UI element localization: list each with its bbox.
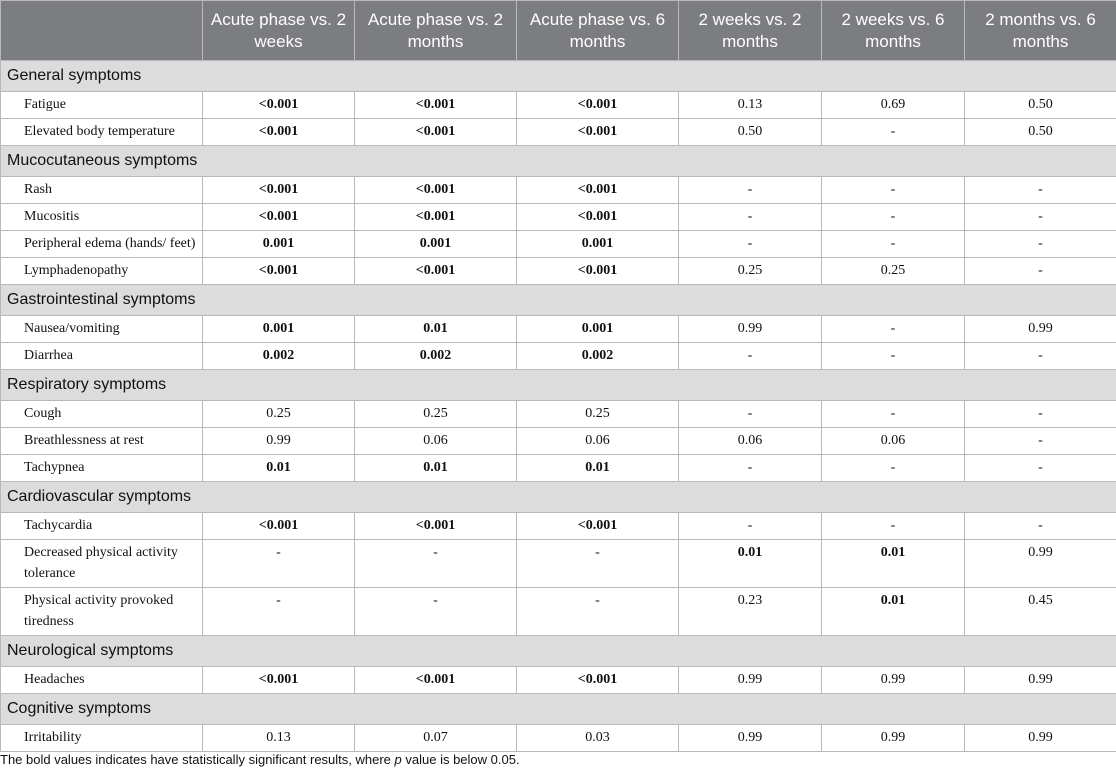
p-value-cell: 0.99: [965, 725, 1116, 752]
p-value-cell: <0.001: [355, 204, 517, 231]
p-value-cell: -: [517, 540, 679, 588]
header-empty: [1, 1, 203, 61]
p-value-cell: <0.001: [355, 513, 517, 540]
table-row: [1, 204, 1116, 231]
p-value-cell: 0.99: [965, 540, 1116, 588]
p-value-cell: 0.002: [203, 343, 355, 370]
symptom-label: Decreased physical activity tolerance: [1, 540, 203, 588]
p-value-cell: 0.50: [679, 119, 822, 146]
p-value-cell: -: [822, 316, 965, 343]
p-value-cell: -: [679, 204, 822, 231]
p-value-cell: 0.03: [517, 725, 679, 752]
table-row: [1, 540, 1116, 588]
symptom-label: Physical activity provoked tiredness: [1, 588, 203, 636]
header-acute-vs-6-months: Acute phase vs. 6 months: [517, 1, 679, 61]
p-value-cell: <0.001: [355, 667, 517, 694]
footnote: [0, 752, 520, 767]
p-value-cell: 0.01: [822, 588, 965, 636]
p-value-cell: 0.99: [822, 725, 965, 752]
p-value-cell: -: [679, 401, 822, 428]
p-value-cell: 0.01: [517, 455, 679, 482]
p-value-cell: -: [965, 428, 1116, 455]
table-row: [1, 588, 1116, 636]
symptom-label: Nausea/vomiting: [1, 316, 203, 343]
p-value-cell: 0.07: [355, 725, 517, 752]
p-value-cell: -: [965, 343, 1116, 370]
p-value-cell: <0.001: [355, 92, 517, 119]
section-title: Cardiovascular symptoms: [1, 482, 1116, 513]
table-row: [1, 667, 1116, 694]
p-value-cell: -: [822, 513, 965, 540]
p-value-cell: -: [822, 204, 965, 231]
footnote-text-end: value is below 0.05.: [401, 752, 520, 767]
p-value-cell: 0.99: [965, 667, 1116, 694]
p-value-cell: 0.99: [679, 667, 822, 694]
p-value-cell: <0.001: [355, 258, 517, 285]
p-value-cell: -: [679, 177, 822, 204]
p-value-cell: -: [965, 513, 1116, 540]
symptom-label: Irritability: [1, 725, 203, 752]
p-value-cell: -: [965, 455, 1116, 482]
section-title: Cognitive symptoms: [1, 694, 1116, 725]
p-value-cell: -: [822, 343, 965, 370]
table-row: [1, 92, 1116, 119]
symptom-label: Rash: [1, 177, 203, 204]
p-value-cell: -: [822, 231, 965, 258]
section-row: [1, 482, 1116, 513]
p-value-cell: -: [355, 540, 517, 588]
table-row: [1, 231, 1116, 258]
p-value-cell: <0.001: [203, 204, 355, 231]
p-value-cell: 0.001: [203, 231, 355, 258]
section-row: [1, 694, 1116, 725]
p-value-cell: -: [965, 258, 1116, 285]
symptom-label: Fatigue: [1, 92, 203, 119]
p-value-cell: 0.45: [965, 588, 1116, 636]
p-value-cell: 0.23: [679, 588, 822, 636]
p-value-cell: 0.25: [822, 258, 965, 285]
table-row: [1, 513, 1116, 540]
header-row: [1, 1, 1116, 61]
p-value-cell: <0.001: [517, 177, 679, 204]
p-value-cell: 0.99: [965, 316, 1116, 343]
p-value-cell: 0.01: [822, 540, 965, 588]
p-value-cell: -: [822, 119, 965, 146]
p-value-cell: 0.25: [355, 401, 517, 428]
p-value-cell: -: [355, 588, 517, 636]
table-row: [1, 725, 1116, 752]
p-value-cell: 0.99: [822, 667, 965, 694]
p-value-cell: 0.001: [203, 316, 355, 343]
p-value-cell: <0.001: [517, 119, 679, 146]
symptom-label: Tachypnea: [1, 455, 203, 482]
p-value-cell: 0.001: [355, 231, 517, 258]
header-2-months-vs-6-months: 2 months vs. 6 months: [965, 1, 1116, 61]
p-value-cell: <0.001: [203, 119, 355, 146]
symptom-label: Diarrhea: [1, 343, 203, 370]
table-row: [1, 401, 1116, 428]
section-row: [1, 636, 1116, 667]
p-value-cell: -: [203, 540, 355, 588]
section-title: Gastrointestinal symptoms: [1, 285, 1116, 316]
symptom-label: Headaches: [1, 667, 203, 694]
p-value-cell: 0.25: [679, 258, 822, 285]
table-row: [1, 428, 1116, 455]
table-row: [1, 316, 1116, 343]
p-value-cell: 0.25: [517, 401, 679, 428]
p-value-cell: 0.13: [679, 92, 822, 119]
p-value-cell: <0.001: [517, 92, 679, 119]
table-row: [1, 177, 1116, 204]
p-value-cell: -: [965, 231, 1116, 258]
p-value-cell: 0.002: [517, 343, 679, 370]
p-value-cell: <0.001: [517, 513, 679, 540]
p-value-cell: -: [679, 343, 822, 370]
p-value-cell: -: [679, 455, 822, 482]
p-value-cell: -: [965, 401, 1116, 428]
p-value-cell: -: [822, 177, 965, 204]
p-value-cell: <0.001: [517, 258, 679, 285]
p-value-cell: 0.01: [679, 540, 822, 588]
p-value-cell: <0.001: [355, 119, 517, 146]
p-value-cell: 0.50: [965, 119, 1116, 146]
symptom-label: Cough: [1, 401, 203, 428]
p-value-cell: <0.001: [203, 513, 355, 540]
p-value-cell: 0.50: [965, 92, 1116, 119]
symptom-label: Lymphadenopathy: [1, 258, 203, 285]
section-row: [1, 146, 1116, 177]
p-value-cell: 0.06: [355, 428, 517, 455]
p-value-cell: <0.001: [517, 667, 679, 694]
p-value-cell: 0.002: [355, 343, 517, 370]
p-value-cell: -: [203, 588, 355, 636]
header-acute-vs-2-weeks: Acute phase vs. 2 weeks: [203, 1, 355, 61]
p-value-cell: <0.001: [203, 667, 355, 694]
p-value-cell: 0.01: [355, 316, 517, 343]
p-value-cell: 0.99: [679, 316, 822, 343]
symptom-label: Breathlessness at rest: [1, 428, 203, 455]
section-title: Mucocutaneous symptoms: [1, 146, 1116, 177]
p-value-cell: 0.01: [355, 455, 517, 482]
p-value-cell: -: [679, 231, 822, 258]
section-row: [1, 370, 1116, 401]
p-value-cell: -: [822, 401, 965, 428]
footnote-p: p: [394, 752, 402, 767]
p-value-cell: 0.06: [517, 428, 679, 455]
p-value-cell: 0.99: [203, 428, 355, 455]
symptom-label: Peripheral edema (hands/ feet): [1, 231, 203, 258]
p-value-cell: <0.001: [203, 177, 355, 204]
header-2-weeks-vs-2-months: 2 weeks vs. 2 months: [679, 1, 822, 61]
p-value-cell: 0.13: [203, 725, 355, 752]
p-value-cell: 0.69: [822, 92, 965, 119]
symptom-label: Tachycardia: [1, 513, 203, 540]
footnote-text: The bold values indicates have statistically significant results, where: [0, 752, 395, 767]
p-value-cell: <0.001: [355, 177, 517, 204]
table-row: [1, 343, 1116, 370]
section-title: Respiratory symptoms: [1, 370, 1116, 401]
symptom-label: Mucositis: [1, 204, 203, 231]
p-value-cell: 0.001: [517, 231, 679, 258]
p-value-cell: <0.001: [203, 258, 355, 285]
section-title: General symptoms: [1, 61, 1116, 92]
p-value-cell: 0.001: [517, 316, 679, 343]
p-value-cell: 0.01: [203, 455, 355, 482]
p-value-cell: 0.25: [203, 401, 355, 428]
p-value-cell: -: [679, 513, 822, 540]
table-row: [1, 119, 1116, 146]
p-value-cell: 0.06: [822, 428, 965, 455]
p-value-cell: -: [517, 588, 679, 636]
p-value-cell: <0.001: [517, 204, 679, 231]
p-value-cell: 0.06: [679, 428, 822, 455]
section-row: [1, 61, 1116, 92]
header-2-weeks-vs-6-months: 2 weeks vs. 6 months: [822, 1, 965, 61]
section-title: Neurological symptoms: [1, 636, 1116, 667]
p-value-cell: -: [965, 204, 1116, 231]
table-row: [1, 258, 1116, 285]
table-body: [1, 61, 1116, 752]
p-value-cell: <0.001: [203, 92, 355, 119]
p-value-cell: 0.99: [679, 725, 822, 752]
table-row: [1, 455, 1116, 482]
section-row: [1, 285, 1116, 316]
p-value-cell: -: [822, 455, 965, 482]
p-value-cell: -: [965, 177, 1116, 204]
header-acute-vs-2-months: Acute phase vs. 2 months: [355, 1, 517, 61]
symptom-label: Elevated body temperature: [1, 119, 203, 146]
